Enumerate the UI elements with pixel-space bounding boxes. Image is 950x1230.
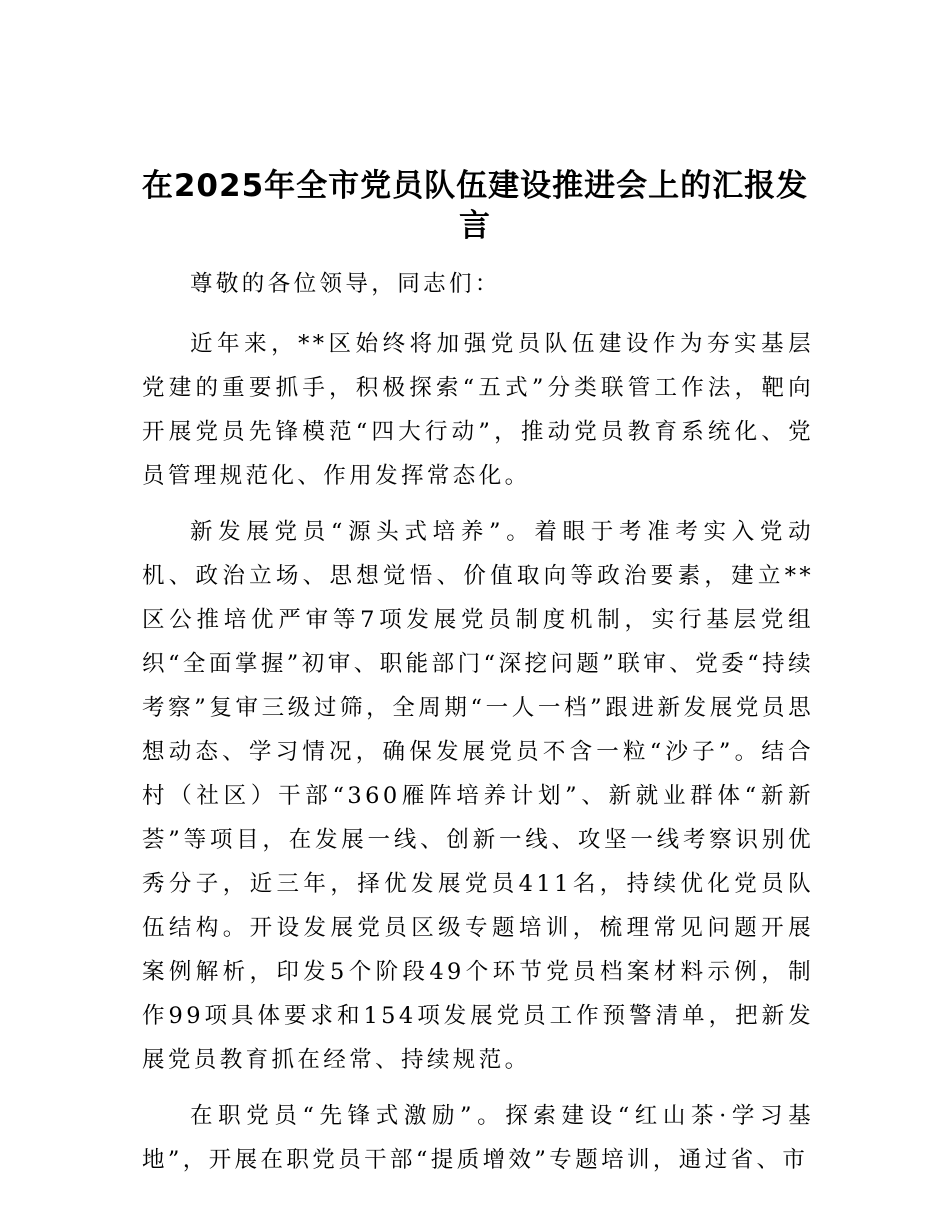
paragraph-intro: 近年来，**区始终将加强党员队伍建设作为夯实基层党建的重要抓手，积极探索“五式”分类联管工作法，靶向开展党员先锋模范“四大行动”，推动党员教育系统化、党员管理规范化、作用发挥常态化。 (142, 331, 814, 489)
salutation: 尊敬的各位领导，同志们： (190, 271, 501, 297)
document-title: 在2025年全市党员队伍建设推进会上的汇报发言 (141, 168, 809, 244)
paragraph-new-members: 新发展党员“源头式培养”。着眼于考准考实入党动机、政治立场、思想觉悟、价值取向等政治要素，建立**区公推培优严审等7项发展党员制度机制，实行基层党组织“全面掌握”初审、职能部门“深挖问题”联审、党委“持续考察”复审三级过筛，全周期“一人一档”跟进新发展党员思想动态、学习情况，确保发展党员不含一粒“沙子”。结合村（社区）干部“360雁阵培养计划”、新就业群体“新新荟”等项目，在发展一线、创新一线、攻坚一线考察识别优秀分子，近三年，择优发展党员411名，持续优化党员队伍结构。开设发展党员区级专题培训，梳理常见问题开展案例解析，印发5个阶段49个环节党员档案材料示例，制作99项具体要求和154项发展党员工作预警清单，把新发展党员教育抓在经常、持续规范。 (142, 519, 814, 1073)
paragraph-serving-members: 在职党员“先锋式激励”。探索建设“红山茶·学习基地”，开展在职党员干部“提质增效”专题培训，通过省、市 (142, 1103, 814, 1173)
document-body (142, 262, 814, 1182)
